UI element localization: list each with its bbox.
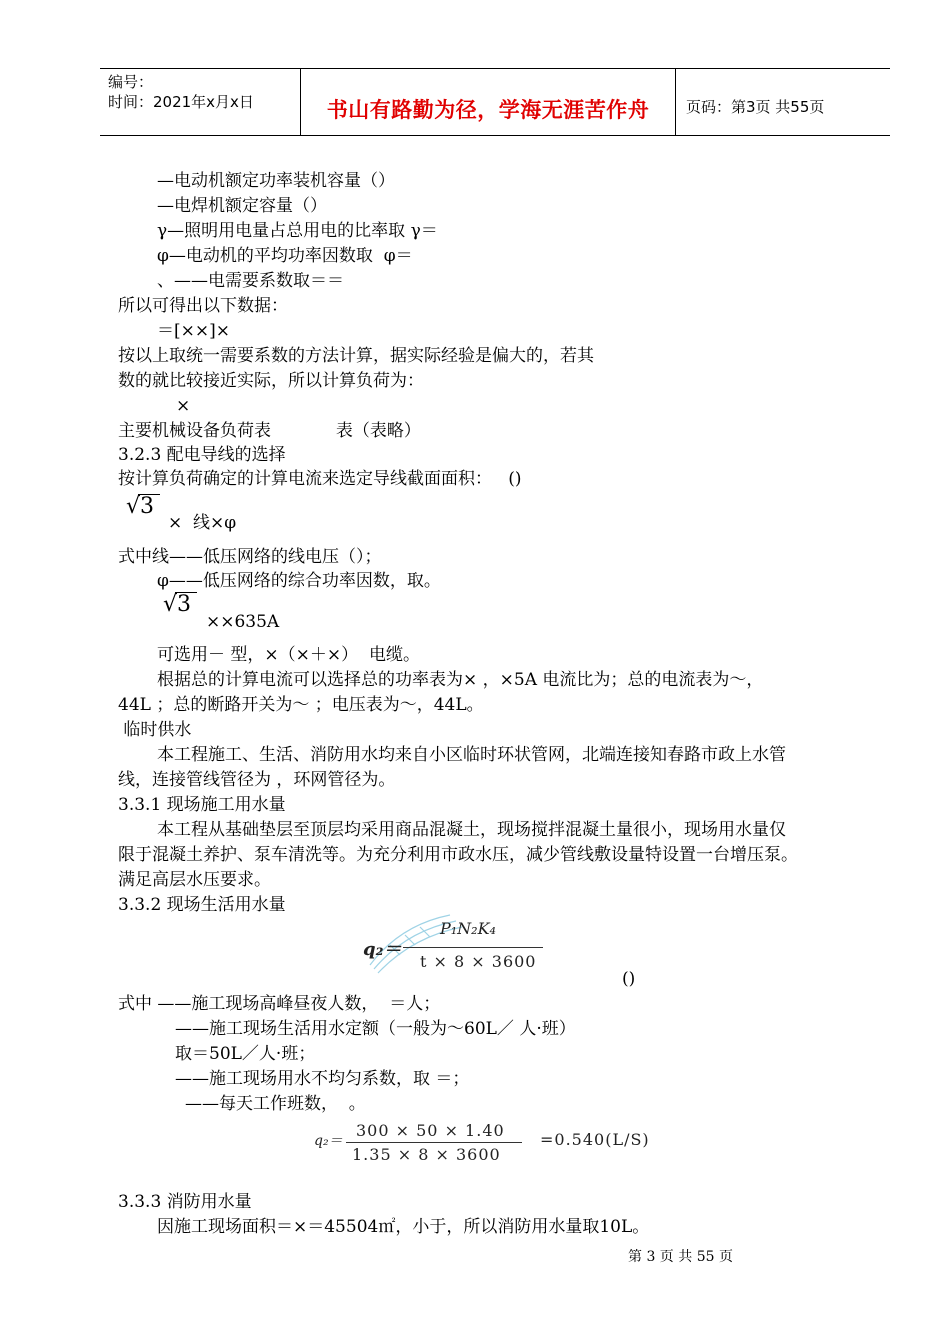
page-footer: 第 3 页 共 55 页	[628, 1249, 733, 1265]
text-line: 本工程从基础垫层至顶层均采用商品混凝土，现场搅拌混凝土量很小，现场用水量仅	[157, 820, 786, 840]
section-heading: 3.3.3 消防用水量	[118, 1192, 252, 1212]
sqrt-three-symbol: √3	[126, 494, 154, 519]
text-line: ——施工现场用水不均匀系数，取 ＝；	[175, 1069, 470, 1089]
code-label: 编号：	[108, 73, 154, 91]
text-line: 因施工现场面积＝×＝45504㎡，小于，所以消防用水量取10L。	[157, 1217, 650, 1237]
formula-lhs: q₂＝	[314, 1133, 343, 1149]
text-line: 取＝50L／人·班；	[175, 1044, 316, 1064]
text-line: φ——低压网络的综合功率因数，取。	[157, 571, 441, 591]
formula-numerator: P₁N₂K₄	[440, 919, 496, 938]
time-label: 时间：2021年x月x日	[108, 93, 254, 111]
text-line: 限于混凝土养护、泵车清洗等。为充分利用市政水压，减少管线敷设量特设置一台增压泵。	[118, 845, 798, 865]
formula-lhs: q₂＝	[363, 939, 402, 960]
text-line: —电动机额定功率装机容量（）	[157, 171, 395, 191]
page-header	[100, 68, 890, 136]
text-line: ——每天工作班数， 。	[185, 1094, 366, 1114]
text-line: 主要机械设备负荷表 表（表略）	[118, 421, 421, 441]
text-line: 44L ；总的断路开关为～ ；电压表为～，44L。	[118, 695, 484, 715]
text-line: 可选用－ 型，×（×＋×） 电缆。	[157, 645, 420, 665]
text-line: 、——电需要系数取＝＝	[157, 271, 344, 291]
text-line: 本工程施工、生活、消防用水均来自小区临时环状管网，北端连接知春路市政上水管	[157, 745, 786, 765]
text-line: 所以可得出以下数据：	[118, 296, 288, 316]
text-line: 根据总的计算电流可以选择总的功率表为× ，×5A 电流比为；总的电流表为～，	[157, 670, 764, 690]
section-heading: 3.2.3 配电导线的选择	[118, 445, 286, 465]
section-heading: 临时供水	[118, 720, 192, 740]
section-heading: 3.3.2 现场生活用水量	[118, 895, 286, 915]
text-line: 式中 ——施工现场高峰昼夜人数， ＝人；	[118, 994, 441, 1014]
text-line: ×	[176, 396, 191, 416]
formula-denominator: t × 8 × 3600	[420, 952, 537, 971]
text-line: —电焊机额定容量（）	[157, 196, 327, 216]
fraction-line	[346, 1142, 522, 1143]
text-line: ＝[××]×	[157, 321, 230, 341]
text-line: 满足高层水压要求。	[118, 870, 271, 890]
header-meta-cell	[100, 69, 301, 135]
text-line: γ—照明用电量占总用电的比率取 γ＝	[157, 221, 438, 241]
motto: 书山有路勤为径，学海无涯苦作舟	[326, 98, 650, 122]
equation-number: ()	[622, 969, 636, 989]
page-info: 页码：第3页 共55页	[686, 98, 825, 116]
text-line: 式中线——低压网络的线电压（）；	[118, 547, 382, 567]
formula-numerator: 300 × 50 × 1.40	[356, 1121, 505, 1140]
formula-denominator: 1.35 × 8 × 3600	[352, 1145, 501, 1164]
header-page-cell	[676, 69, 890, 135]
text-line: × 线×φ	[168, 513, 237, 533]
text-line: 按以上取统一需要系数的方法计算，据实际经验是偏大的，若其	[118, 346, 594, 366]
header-motto-cell	[301, 69, 676, 135]
text-line: 线，连接管线管径为 ，环网管径为。	[118, 770, 396, 790]
fraction-line	[403, 947, 543, 948]
sqrt-overline	[138, 494, 160, 495]
text-line: 按计算负荷确定的计算电流来选定导线截面面积： ()	[118, 469, 522, 489]
section-heading: 3.3.1 现场施工用水量	[118, 795, 286, 815]
text-line: ××635A	[206, 612, 280, 632]
sqrt-three-symbol: √3	[163, 592, 191, 617]
text-line: φ—电动机的平均功率因数取 φ＝	[157, 246, 413, 266]
formula-result: =0.540(L/S)	[540, 1130, 650, 1149]
text-line: ——施工现场生活用水定额（一般为～60L／ 人·班）	[175, 1019, 576, 1039]
text-line: 数的就比较接近实际，所以计算负荷为：	[118, 371, 424, 391]
sqrt-overline	[175, 592, 197, 593]
